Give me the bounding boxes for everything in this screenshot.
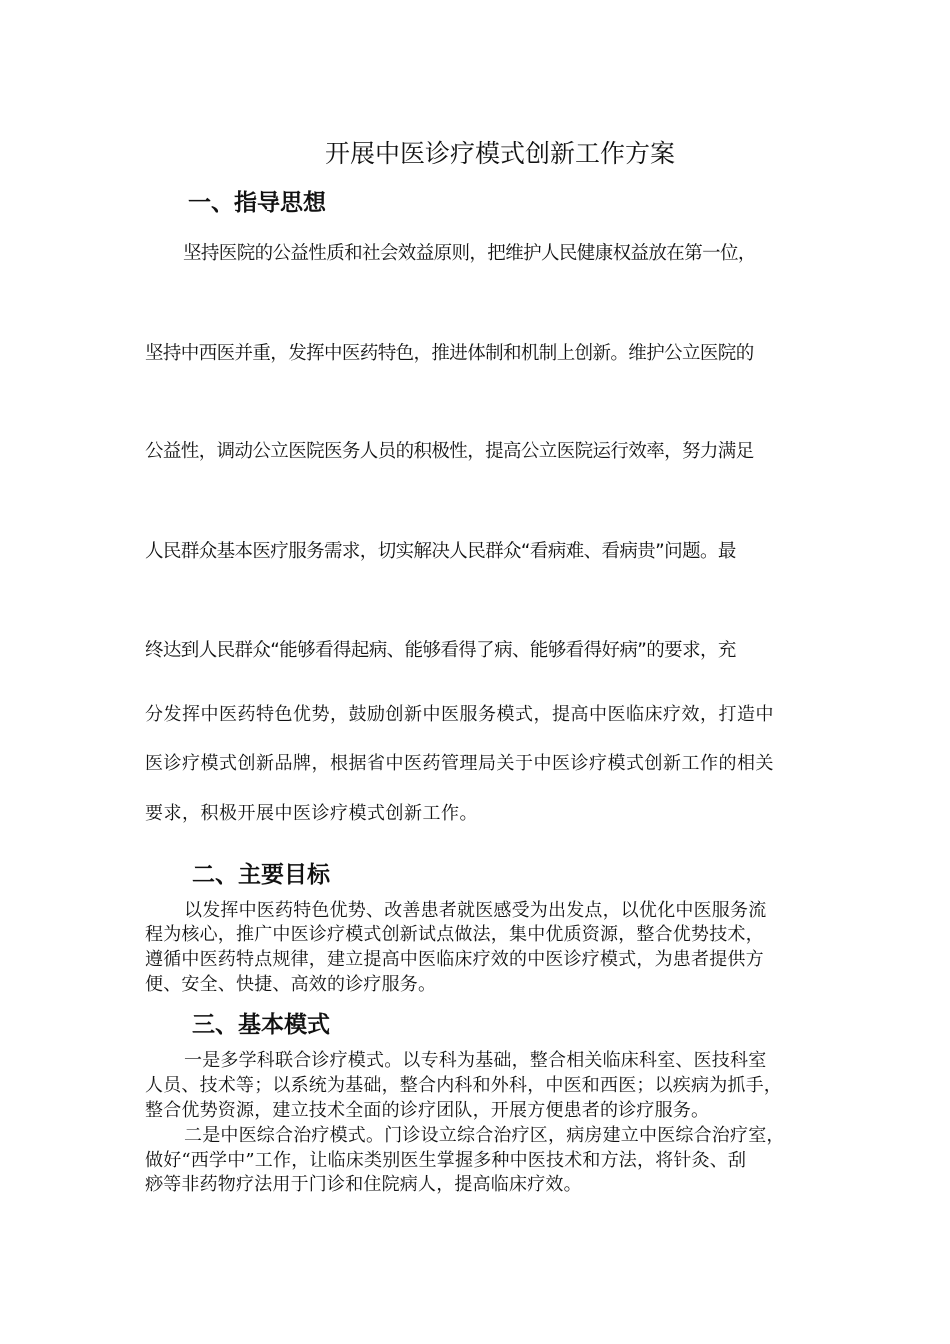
document-title: 开展中医诊疗模式创新工作方案 bbox=[324, 139, 675, 168]
paragraph-line: 要求，积极开展中医诊疗模式创新工作。 bbox=[145, 803, 478, 824]
paragraph-line: 坚持医院的公益性质和社会效益原则，把维护人民健康权益放在第一位， bbox=[183, 243, 756, 264]
paragraph-line: 人员、技术等；以系统为基础，整合内科和外科，中医和西医；以疾病为抓手， bbox=[145, 1075, 782, 1096]
paragraph-line: 终达到人民群众“能够看得起病、能够看得了病、能够看得好病”的要求，充 bbox=[145, 640, 736, 661]
paragraph-line: 遵循中医药特点规律，建立提高中医临床疗效的中医诊疗模式，为患者提供方 bbox=[145, 949, 764, 970]
paragraph-line: 分发挥中医药特色优势，鼓励创新中医服务模式，提高中医临床疗效，打造中 bbox=[145, 704, 774, 725]
paragraph-line: 坚持中西医并重，发挥中医药特色，推进体制和机制上创新。维护公立医院的 bbox=[145, 343, 754, 364]
paragraph-line: 程为核心，推广中医诊疗模式创新试点做法，集中优质资源，整合优势技术， bbox=[145, 924, 764, 945]
paragraph-line: 以发挥中医药特色优势、改善患者就医感受为出发点，以优化中医服务流 bbox=[184, 900, 767, 921]
paragraph-line: 医诊疗模式创新品牌，根据省中医药管理局关于中医诊疗模式创新工作的相关 bbox=[145, 753, 774, 774]
section-heading-3: 三、基本模式 bbox=[192, 1012, 330, 1038]
section-heading-2: 二、主要目标 bbox=[192, 862, 330, 888]
paragraph-line: 痧等非药物疗法用于门诊和住院病人，提高临床疗效。 bbox=[145, 1174, 582, 1195]
paragraph-line: 二是中医综合治疗模式。门诊设立综合治疗区，病房建立中医综合治疗室， bbox=[184, 1125, 785, 1146]
paragraph-line: 便、安全、快捷、高效的诊疗服务。 bbox=[145, 974, 437, 995]
paragraph-line: 整合优势资源，建立技术全面的诊疗团队，开展方便患者的诊疗服务。 bbox=[145, 1100, 710, 1121]
paragraph-line: 做好“西学中”工作，让临床类别医生掌握多种中医技术和方法，将针灸、刮 bbox=[145, 1150, 747, 1171]
paragraph-line: 人民群众基本医疗服务需求，切实解决人民群众“看病难、看病贵”问题。最 bbox=[145, 541, 736, 562]
paragraph-line: 一是多学科联合诊疗模式。以专科为基础，整合相关临床科室、医技科室 bbox=[184, 1050, 767, 1071]
paragraph-line: 公益性，调动公立医院医务人员的积极性，提高公立医院运行效率，努力满足 bbox=[145, 441, 754, 462]
section-heading-1: 一、指导思想 bbox=[188, 190, 326, 216]
